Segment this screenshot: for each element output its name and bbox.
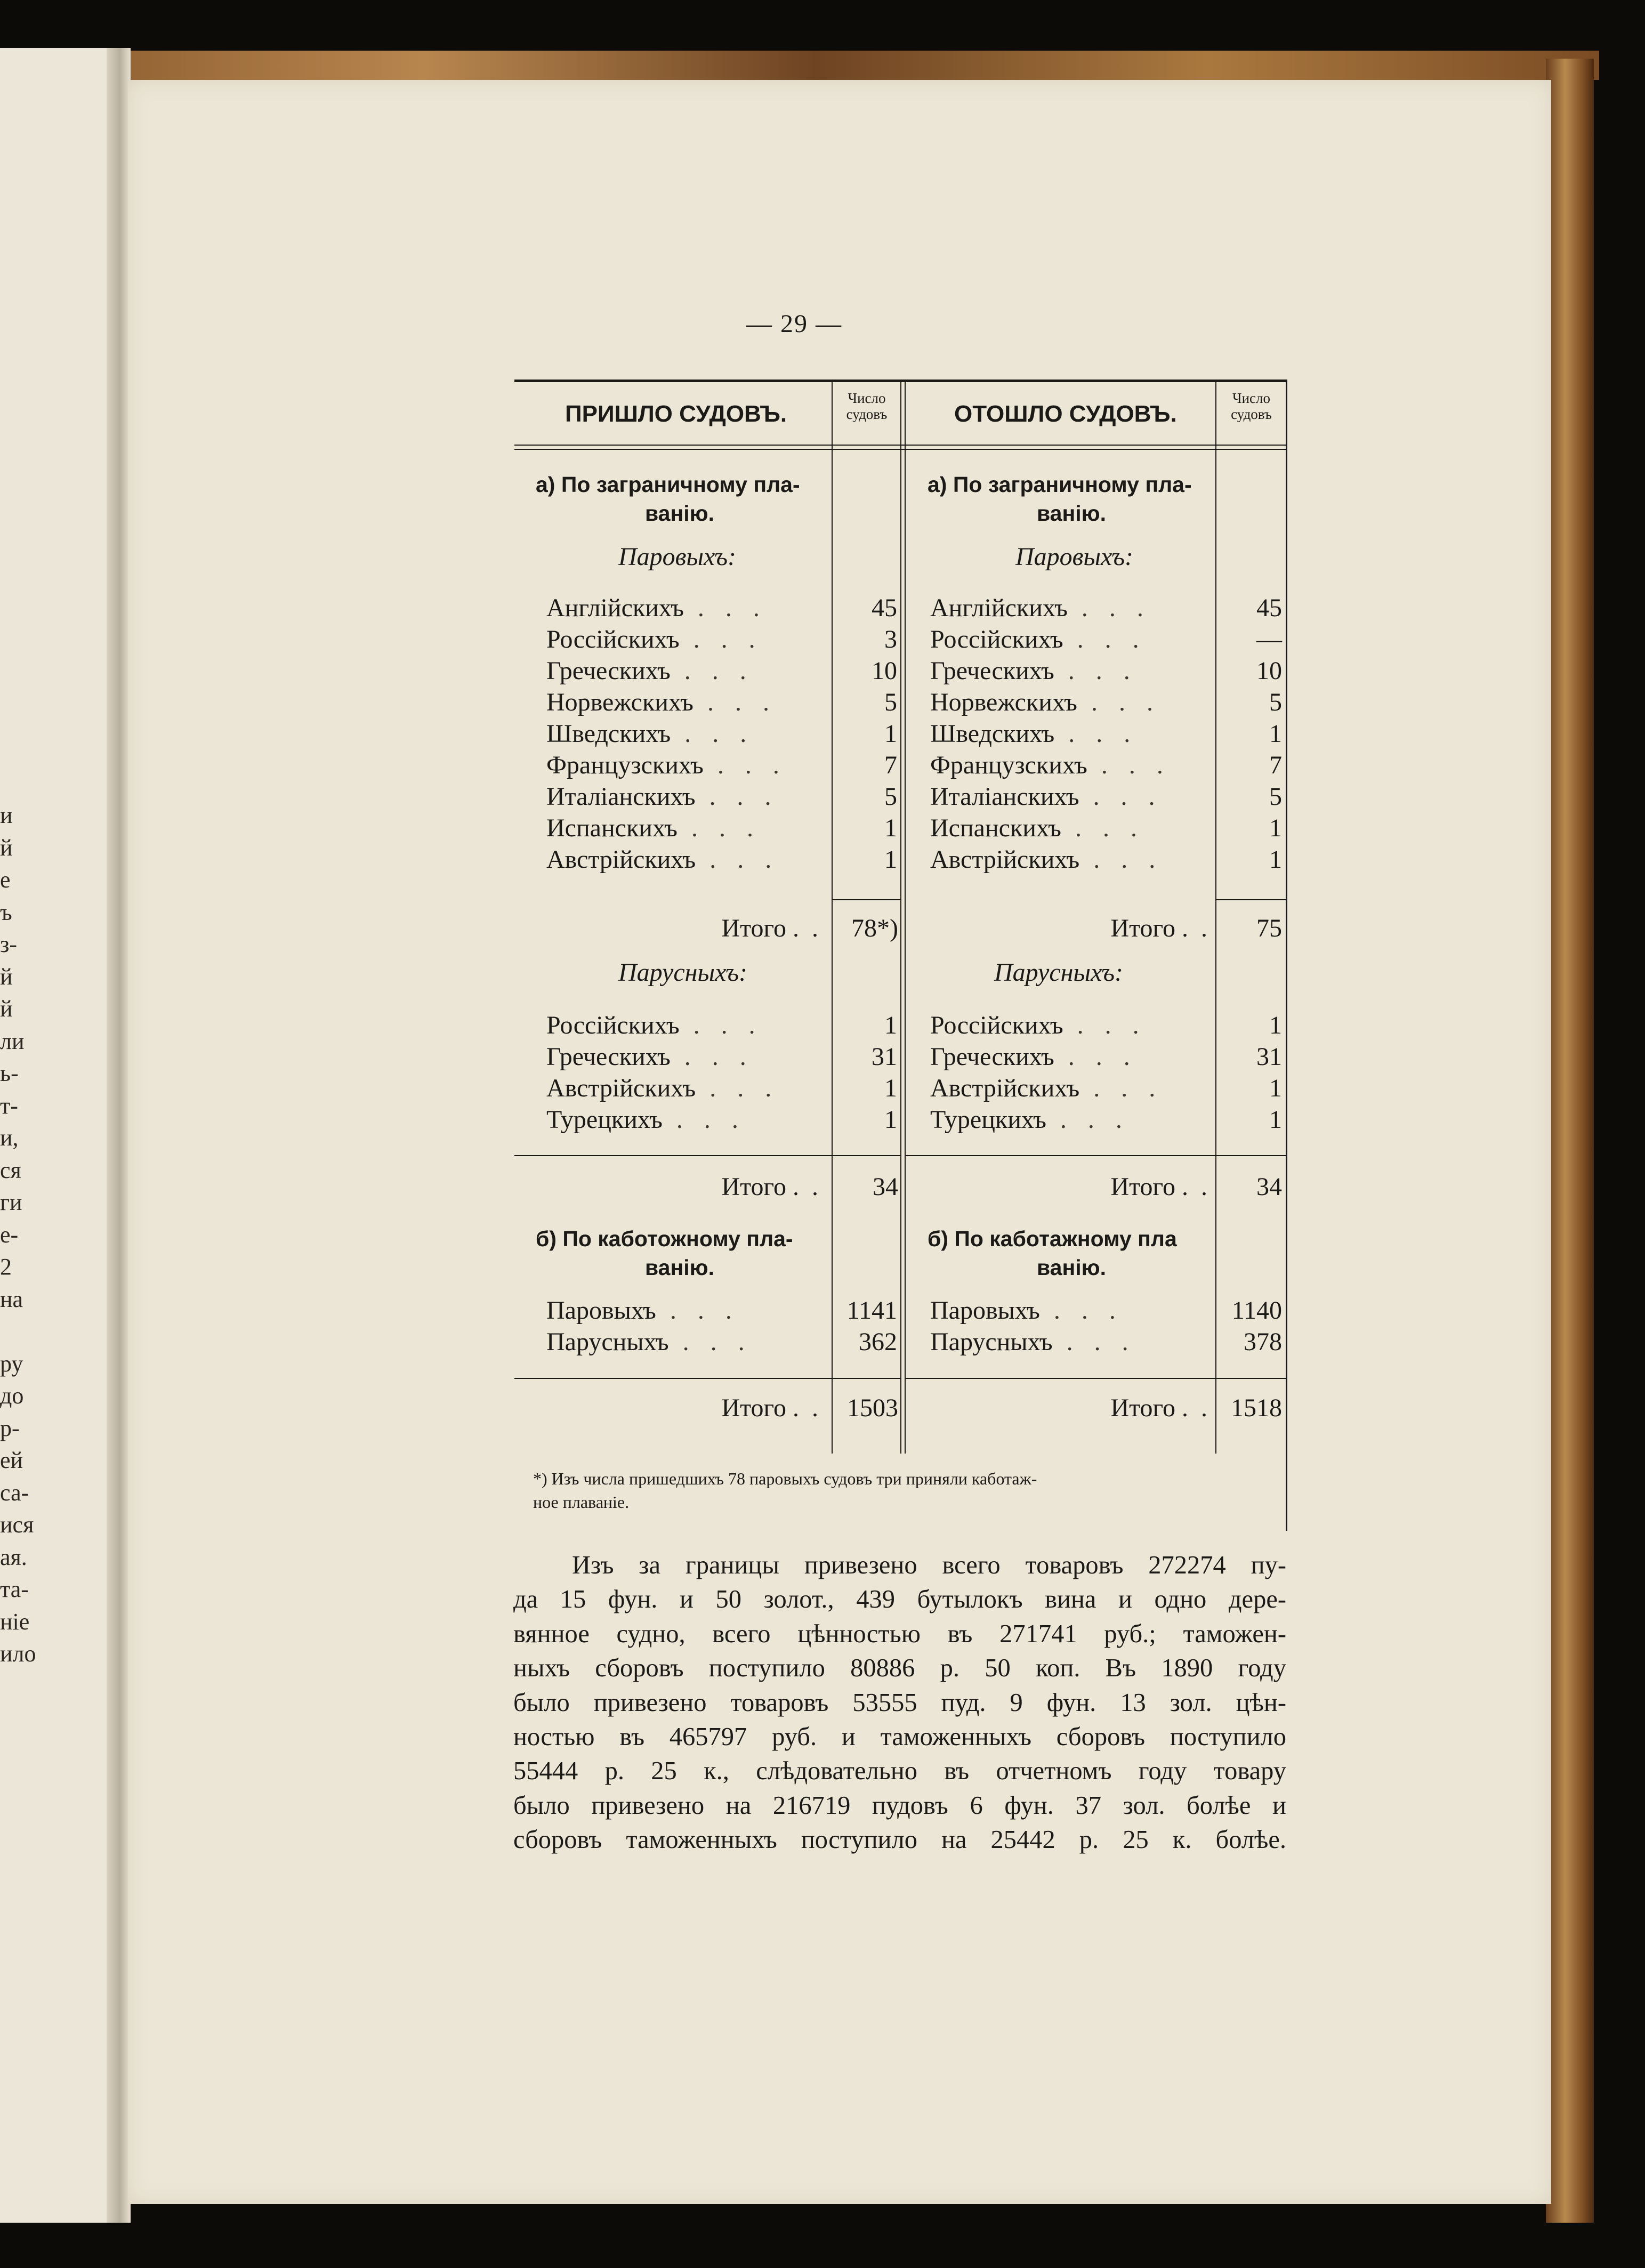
col-divider-double-a xyxy=(900,380,901,1454)
left-row-name: Турецкихъ . . . xyxy=(546,1105,746,1134)
left-page-fragment: ру xyxy=(0,1350,23,1377)
sail-total-label-left: Итого . . xyxy=(721,1173,818,1201)
section-a-right: а) По заграничному пла- ванію. xyxy=(928,472,1192,526)
col-divider-right xyxy=(1215,380,1216,1454)
section-b-right: б) По каботажному пла ванію. xyxy=(928,1226,1177,1280)
left-page-fragment: з- xyxy=(0,931,18,957)
left-page-fragment: р- xyxy=(0,1415,20,1441)
steam-label-left: Паровыхъ: xyxy=(618,543,737,571)
right-row-name: Греческихъ . . . xyxy=(930,1043,1138,1071)
sail-label-right: Парусныхъ: xyxy=(994,958,1123,987)
left-page-fragment: е- xyxy=(0,1221,19,1248)
left-page-fragment: ая. xyxy=(0,1544,27,1570)
paragraph-line: было привезено на 216719 пудовъ 6 фун. 37 зол. болѣе и xyxy=(513,1791,1286,1820)
left-row-count: 1 xyxy=(884,845,897,874)
left-page-fragment: т- xyxy=(0,1092,18,1119)
right-row-count: 1 xyxy=(1269,845,1282,874)
steam-label-right: Паровыхъ: xyxy=(1015,543,1134,571)
right-row-name: Англійскихъ . . . xyxy=(930,594,1151,622)
right-row-name: Норвежскихъ . . . xyxy=(930,688,1160,716)
left-page-fragment: ніе xyxy=(0,1608,30,1635)
section-a-left: а) По заграничному пла- ванію. xyxy=(536,472,800,526)
left-row-count: 1 xyxy=(884,814,897,842)
steam-total-label-right: Итого . . xyxy=(1110,914,1207,942)
steam-total-right: 75 xyxy=(1256,914,1282,942)
subtotal-rule xyxy=(832,899,901,900)
section-b-left: б) По каботожному пла- ванію. xyxy=(536,1226,793,1280)
right-row-count: 1 xyxy=(1269,1105,1282,1134)
sail-total-label-right: Итого . . xyxy=(1110,1173,1207,1201)
left-page-fragment: и xyxy=(0,802,13,828)
right-row-count: 31 xyxy=(1256,1043,1282,1071)
left-row-count: 7 xyxy=(884,751,897,779)
right-row-name: Италіанскихъ . . . xyxy=(930,782,1163,811)
coastal-total-right: 1518 xyxy=(1231,1394,1282,1422)
right-row-count: 7 xyxy=(1269,751,1282,779)
left-row-name: Французскихъ . . . xyxy=(546,751,787,779)
left-row-name: Норвежскихъ . . . xyxy=(546,688,777,716)
steam-total-left: 78*) xyxy=(851,914,898,942)
right-row-name: Турецкихъ . . . xyxy=(930,1105,1130,1134)
right-row-name: Парусныхъ . . . xyxy=(930,1328,1136,1356)
left-page-fragment: е xyxy=(0,867,11,893)
paragraph-line: 55444 р. 25 к., слѣдовательно въ отчетномъ году товару xyxy=(513,1757,1286,1786)
left-page-fragment: и, xyxy=(0,1125,19,1151)
right-row-name: Французскихъ . . . xyxy=(930,751,1171,779)
left-row-name: Австрійскихъ . . . xyxy=(546,1074,779,1102)
left-page-fragment: ли xyxy=(0,1028,25,1054)
subtotal-rule xyxy=(514,1378,901,1379)
subtotal-rule xyxy=(1215,899,1286,900)
left-row-name: Шведскихъ . . . xyxy=(546,720,754,748)
paragraph-line: вянное судно, всего цѣнностью въ 271741 руб.; таможен- xyxy=(513,1619,1286,1648)
right-row-count: 378 xyxy=(1244,1328,1282,1356)
paragraph-line: сборовъ таможенныхъ поступило на 25442 р. 25 к. болѣе. xyxy=(513,1826,1286,1854)
right-row-name: Россійскихъ . . . xyxy=(930,625,1147,653)
paragraph-line: Изъ за границы привезено всего товаровъ 272274 пу- xyxy=(572,1551,1286,1579)
right-row-name: Россійскихъ . . . xyxy=(930,1011,1147,1039)
paragraph-line: да 15 фун. и 50 золот., 439 бутылокъ вина и одно дере- xyxy=(513,1585,1286,1614)
right-row-count: 10 xyxy=(1256,657,1282,685)
left-page-fragment: ей xyxy=(0,1447,23,1473)
sail-label-left: Парусныхъ: xyxy=(618,958,747,987)
left-row-name: Австрійскихъ . . . xyxy=(546,845,779,874)
left-row-count: 5 xyxy=(884,688,897,716)
header-arrived: ПРИШЛО СУДОВЪ. xyxy=(565,401,787,427)
sail-total-left: 34 xyxy=(873,1173,898,1201)
left-row-count: 45 xyxy=(872,594,897,622)
book-cover-top-edge xyxy=(32,51,1599,80)
right-row-name: Греческихъ . . . xyxy=(930,657,1138,685)
left-row-count: 362 xyxy=(859,1328,897,1356)
paragraph-line: ныхъ сборовъ поступило 80886 р. 50 коп. Въ 1890 году xyxy=(513,1654,1286,1683)
left-page-fragment: ъ xyxy=(0,899,12,925)
left-page-fragment: ги xyxy=(0,1189,22,1215)
col-divider xyxy=(832,380,833,1454)
left-row-name: Греческихъ . . . xyxy=(546,1043,754,1071)
paragraph-line: ностью въ 465797 руб. и таможенныхъ сборовъ поступило xyxy=(513,1723,1286,1752)
col-divider-double-b xyxy=(905,380,906,1454)
subtotal-rule xyxy=(905,1378,1286,1379)
right-row-name: Паровыхъ . . . xyxy=(930,1296,1123,1325)
table-right-border xyxy=(1286,380,1287,1531)
left-row-count: 3 xyxy=(884,625,897,653)
coastal-total-label-left: Итого . . xyxy=(721,1394,818,1422)
left-page-fragment: ся xyxy=(0,1157,21,1183)
right-row-count: — xyxy=(1256,625,1282,653)
left-page-fragment: на xyxy=(0,1286,23,1312)
left-page-fragment: ило xyxy=(0,1641,36,1667)
left-row-count: 1 xyxy=(884,1105,897,1134)
right-row-count: 1140 xyxy=(1231,1296,1282,1325)
header-count-right: Число судовъ xyxy=(1231,390,1272,422)
subtotal-rule xyxy=(514,1155,901,1156)
left-page-fragment: та- xyxy=(0,1576,29,1602)
left-page-fragment: й xyxy=(0,996,13,1022)
left-row-name: Россійскихъ . . . xyxy=(546,1011,763,1039)
right-row-count: 1 xyxy=(1269,1074,1282,1102)
right-row-name: Австрійскихъ . . . xyxy=(930,845,1163,874)
right-row-count: 45 xyxy=(1256,594,1282,622)
left-row-count: 31 xyxy=(872,1043,897,1071)
left-page-fragment: й xyxy=(0,834,13,861)
right-row-name: Испанскихъ . . . xyxy=(930,814,1144,842)
coastal-total-label-right: Итого . . xyxy=(1110,1394,1207,1422)
left-row-count: 1 xyxy=(884,1011,897,1039)
left-page-fragment: й xyxy=(0,963,13,990)
header-count-left: Число судовъ xyxy=(846,390,888,422)
left-row-name: Италіанскихъ . . . xyxy=(546,782,779,811)
left-row-name: Англійскихъ . . . xyxy=(546,594,767,622)
left-page-fragment xyxy=(0,1315,32,1348)
left-row-name: Парусныхъ . . . xyxy=(546,1328,752,1356)
right-row-count: 5 xyxy=(1269,688,1282,716)
body-paragraph xyxy=(513,1548,1286,1858)
footnote: *) Изъ числа пришедшихъ 78 паровыхъ судовъ три приняли каботаж- ное плаваніе. xyxy=(533,1469,1037,1512)
left-page-fragment: ь- xyxy=(0,1060,19,1086)
right-row-name: Австрійскихъ . . . xyxy=(930,1074,1163,1102)
left-page-text-fragments xyxy=(0,800,36,1670)
subtotal-rule xyxy=(905,1155,1286,1156)
left-row-count: 1 xyxy=(884,1074,897,1102)
right-row-count: 1 xyxy=(1269,1011,1282,1039)
sail-total-right: 34 xyxy=(1256,1173,1282,1201)
paragraph-line: было привезено товаровъ 53555 пуд. 9 фун. 13 зол. цѣн- xyxy=(513,1688,1286,1717)
right-row-count: 1 xyxy=(1269,814,1282,842)
left-page-fragment: до xyxy=(0,1383,24,1409)
left-page-fragment: 2 xyxy=(0,1254,12,1280)
left-row-count: 10 xyxy=(872,657,897,685)
book-cover-right-edge xyxy=(1546,59,1594,2223)
left-row-name: Испанскихъ . . . xyxy=(546,814,761,842)
left-row-count: 1141 xyxy=(846,1296,897,1325)
left-row-name: Паровыхъ . . . xyxy=(546,1296,739,1325)
page-number: — 29 — xyxy=(746,310,842,338)
left-page-fragment: ися xyxy=(0,1512,34,1538)
coastal-total-left: 1503 xyxy=(847,1394,898,1422)
right-row-count: 5 xyxy=(1269,782,1282,811)
book-gutter xyxy=(107,48,131,2223)
steam-total-label-left: Итого . . xyxy=(721,914,818,942)
left-page-fragment: са- xyxy=(0,1479,29,1506)
left-row-count: 5 xyxy=(884,782,897,811)
left-row-name: Россійскихъ . . . xyxy=(546,625,763,653)
left-row-count: 1 xyxy=(884,720,897,748)
left-row-name: Греческихъ . . . xyxy=(546,657,754,685)
header-departed: ОТОШЛО СУДОВЪ. xyxy=(954,401,1177,427)
right-row-name: Шведскихъ . . . xyxy=(930,720,1138,748)
right-row-count: 1 xyxy=(1269,720,1282,748)
ships-table xyxy=(514,380,1287,1454)
